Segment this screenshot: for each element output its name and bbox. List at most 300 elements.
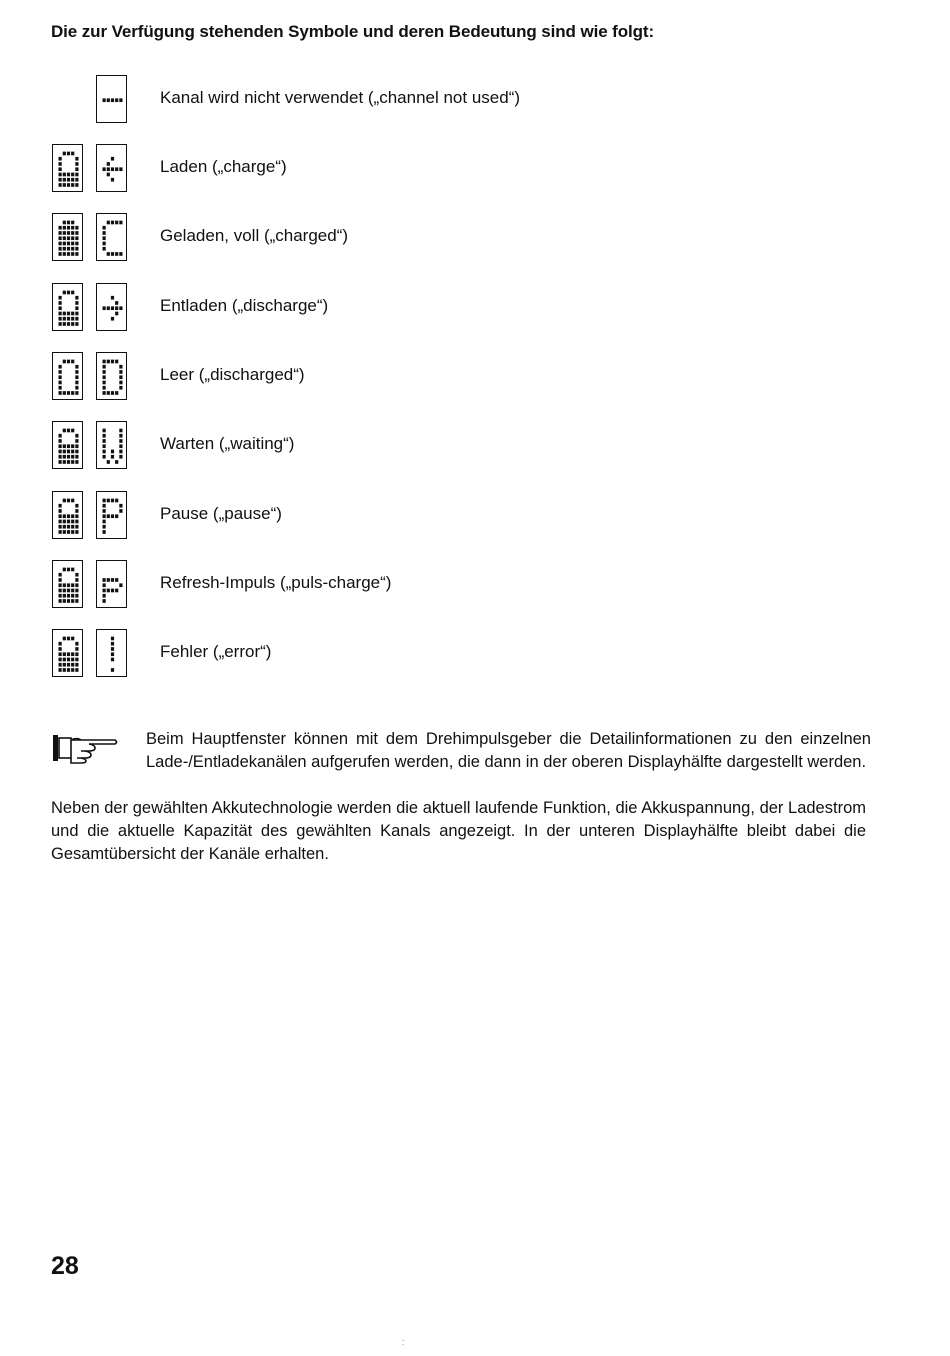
symbol-label: Laden („charge“) — [160, 157, 287, 176]
battery-dot — [67, 514, 70, 518]
battery-symbol-icon — [52, 352, 83, 400]
battery-dot — [63, 317, 66, 321]
footer-mark: : — [402, 1337, 405, 1347]
status-dot — [103, 578, 106, 582]
battery-dot — [75, 178, 78, 182]
battery-dot — [59, 236, 62, 240]
symbol-label: Pause („pause“) — [160, 504, 282, 523]
status-dot — [119, 370, 122, 374]
battery-dot — [71, 183, 74, 187]
status-dot — [103, 514, 106, 518]
battery-dot — [63, 637, 66, 641]
battery-dot — [75, 317, 78, 321]
battery-dot — [67, 499, 70, 503]
battery-dot — [59, 391, 62, 395]
status-dot — [103, 530, 106, 534]
status-dot — [115, 301, 118, 305]
status-dot — [107, 578, 110, 582]
battery-dot — [67, 178, 70, 182]
battery-dot — [67, 231, 70, 235]
status-symbol-icon — [96, 144, 127, 192]
battery-dot — [67, 360, 70, 364]
battery-dot — [63, 658, 66, 662]
status-dot — [103, 167, 106, 171]
battery-dot — [63, 429, 66, 433]
battery-dot — [63, 291, 66, 295]
battery-dot — [67, 455, 70, 459]
symbol-row — [0, 421, 950, 471]
status-dot — [115, 460, 118, 464]
battery-dot — [75, 530, 78, 534]
symbol-row — [0, 213, 950, 263]
battery-dot — [67, 317, 70, 321]
battery-dot — [63, 322, 66, 326]
battery-dot — [59, 381, 62, 385]
status-symbol-icon — [96, 352, 127, 400]
status-dot — [115, 312, 118, 316]
status-dot — [103, 381, 106, 385]
status-dot — [111, 178, 114, 182]
battery-dot — [63, 499, 66, 503]
status-dot — [103, 583, 106, 587]
battery-dot — [63, 178, 66, 182]
status-dot — [103, 365, 106, 369]
status-symbol-icon — [96, 491, 127, 539]
battery-dot — [71, 291, 74, 295]
status-dot — [115, 589, 118, 593]
battery-dot — [59, 226, 62, 230]
status-dot — [103, 236, 106, 240]
status-dot — [119, 98, 122, 102]
battery-dot — [67, 252, 70, 256]
battery-symbol-icon — [52, 283, 83, 331]
battery-dot — [67, 460, 70, 464]
battery-dot — [59, 439, 62, 443]
battery-dot — [67, 226, 70, 230]
status-dot — [119, 306, 122, 310]
status-dot — [111, 499, 114, 503]
symbol-label: Kanal wird nicht verwendet („channel not used“) — [160, 88, 521, 107]
status-dot — [111, 221, 114, 225]
battery-dot — [63, 444, 66, 448]
status-dot — [103, 306, 106, 310]
battery-dot — [75, 668, 78, 672]
status-dot — [107, 460, 110, 464]
battery-dot — [63, 668, 66, 672]
battery-dot — [71, 322, 74, 326]
status-dot — [103, 589, 106, 593]
status-dot — [115, 391, 118, 395]
battery-dot — [71, 247, 74, 251]
battery-symbol-icon — [52, 629, 83, 677]
battery-dot — [59, 583, 62, 587]
status-dot — [119, 583, 122, 587]
status-dot — [111, 578, 114, 582]
battery-dot — [59, 365, 62, 369]
status-dot — [103, 499, 106, 503]
status-dot — [103, 444, 106, 448]
status-dot — [119, 509, 122, 513]
battery-dot — [71, 668, 74, 672]
battery-dot — [59, 578, 62, 582]
status-dot — [115, 221, 118, 225]
battery-dot — [75, 663, 78, 667]
status-dot — [103, 434, 106, 438]
battery-dot — [67, 450, 70, 454]
battery-dot — [71, 317, 74, 321]
symbol-label: Entladen („discharge“) — [160, 296, 329, 315]
status-dot — [115, 98, 118, 102]
status-dot — [119, 434, 122, 438]
status-dot — [103, 509, 106, 513]
battery-dot — [59, 183, 62, 187]
battery-dot — [71, 520, 74, 524]
status-dot — [103, 226, 106, 230]
status-dot — [107, 514, 110, 518]
body-paragraph: Neben der gewählten Akkutechnologie werden die aktuell laufende Funktion, die Akkuspannung, der Ladestrom und die aktuelle Kapazität des gewählten Kanals angezeigt. In der unteren Displayhälfte bleibt dabei die Gesamtübersicht der Kanäle erhalten. — [51, 799, 866, 863]
symbol-label: Geladen, voll („charged“) — [160, 226, 349, 245]
battery-dot — [63, 594, 66, 598]
status-dot — [103, 525, 106, 529]
status-dot — [111, 637, 114, 641]
battery-dot — [63, 312, 66, 316]
battery-dot — [59, 306, 62, 310]
battery-dot — [71, 391, 74, 395]
status-dot — [107, 589, 110, 593]
battery-dot — [63, 252, 66, 256]
symbol-row — [0, 352, 950, 402]
symbol-row — [0, 283, 950, 333]
status-dot — [119, 386, 122, 390]
status-dot — [115, 360, 118, 364]
status-dot — [107, 252, 110, 256]
battery-dot — [75, 381, 78, 385]
status-dot — [107, 173, 110, 177]
battery-dot — [59, 647, 62, 651]
status-dot — [103, 599, 106, 603]
status-dot — [119, 375, 122, 379]
battery-dot — [67, 652, 70, 656]
battery-dot — [71, 583, 74, 587]
battery-dot — [59, 599, 62, 603]
status-dot — [111, 658, 114, 662]
battery-dot — [67, 444, 70, 448]
battery-dot — [59, 658, 62, 662]
battery-dot — [59, 573, 62, 577]
battery-dot — [75, 589, 78, 593]
battery-dot — [63, 236, 66, 240]
battery-dot — [67, 312, 70, 316]
battery-dot — [67, 599, 70, 603]
battery-dot — [63, 583, 66, 587]
status-dot — [119, 439, 122, 443]
status-dot — [107, 391, 110, 395]
battery-dot — [63, 530, 66, 534]
battery-dot — [71, 312, 74, 316]
battery-dot — [63, 391, 66, 395]
battery-dot — [63, 450, 66, 454]
battery-dot — [71, 444, 74, 448]
battery-dot — [59, 301, 62, 305]
battery-dot — [75, 460, 78, 464]
battery-dot — [59, 247, 62, 251]
battery-dot — [71, 594, 74, 598]
symbol-row — [0, 560, 950, 610]
status-dot — [103, 231, 106, 235]
battery-dot — [67, 183, 70, 187]
battery-dot — [75, 578, 78, 582]
battery-dot — [71, 173, 74, 177]
battery-dot — [75, 183, 78, 187]
status-dot — [111, 317, 114, 321]
battery-dot — [63, 460, 66, 464]
battery-dot — [71, 637, 74, 641]
battery-dot — [59, 322, 62, 326]
battery-dot — [67, 291, 70, 295]
battery-dot — [67, 663, 70, 667]
battery-dot — [59, 520, 62, 524]
status-dot — [107, 499, 110, 503]
status-symbol-icon — [96, 283, 127, 331]
battery-dot — [71, 652, 74, 656]
battery-symbol-icon — [52, 421, 83, 469]
battery-dot — [59, 589, 62, 593]
battery-dot — [71, 221, 74, 225]
status-dot — [111, 455, 114, 459]
status-dot — [111, 296, 114, 300]
battery-dot — [59, 460, 62, 464]
status-dot — [111, 514, 114, 518]
battery-dot — [63, 589, 66, 593]
battery-dot — [75, 573, 78, 577]
battery-dot — [75, 509, 78, 513]
battery-dot — [59, 252, 62, 256]
battery-dot — [67, 520, 70, 524]
battery-dot — [71, 589, 74, 593]
pointing-hand-icon — [51, 729, 119, 770]
status-dot — [119, 444, 122, 448]
battery-dot — [75, 455, 78, 459]
battery-dot — [59, 530, 62, 534]
battery-dot — [75, 434, 78, 438]
status-dot — [115, 252, 118, 256]
battery-dot — [75, 322, 78, 326]
battery-dot — [71, 599, 74, 603]
status-symbol-icon — [96, 560, 127, 608]
battery-dot — [59, 386, 62, 390]
battery-dot — [67, 525, 70, 529]
battery-dot — [71, 568, 74, 572]
status-dot — [115, 578, 118, 582]
status-dot — [111, 652, 114, 656]
battery-dot — [71, 360, 74, 364]
battery-dot — [59, 455, 62, 459]
status-dot — [103, 594, 106, 598]
battery-dot — [59, 312, 62, 316]
status-dot — [115, 306, 118, 310]
battery-dot — [75, 231, 78, 235]
battery-dot — [75, 306, 78, 310]
status-dot — [119, 381, 122, 385]
battery-dot — [75, 658, 78, 662]
battery-dot — [59, 594, 62, 598]
battery-dot — [75, 312, 78, 316]
battery-dot — [75, 247, 78, 251]
status-dot — [119, 252, 122, 256]
status-dot — [111, 98, 114, 102]
page-heading: Die zur Verfügung stehenden Symbole und deren Bedeutung sind wie folgt: — [51, 22, 655, 41]
status-dot — [107, 360, 110, 364]
battery-dot — [59, 663, 62, 667]
status-dot — [111, 252, 114, 256]
status-dot — [107, 221, 110, 225]
battery-dot — [63, 242, 66, 246]
battery-dot — [67, 242, 70, 246]
status-dot — [111, 157, 114, 161]
battery-dot — [59, 157, 62, 161]
status-symbol-icon — [96, 629, 127, 677]
battery-dot — [75, 583, 78, 587]
battery-dot — [71, 663, 74, 667]
battery-dot — [63, 455, 66, 459]
status-dot — [103, 455, 106, 459]
battery-dot — [75, 242, 78, 246]
battery-dot — [71, 252, 74, 256]
status-dot — [119, 455, 122, 459]
battery-dot — [75, 450, 78, 454]
battery-dot — [75, 599, 78, 603]
status-dot — [103, 520, 106, 524]
battery-dot — [63, 173, 66, 177]
status-dot — [119, 167, 122, 171]
status-dot — [119, 221, 122, 225]
battery-dot — [59, 317, 62, 321]
battery-dot — [71, 658, 74, 662]
battery-dot — [59, 370, 62, 374]
status-dot — [103, 360, 106, 364]
battery-dot — [71, 242, 74, 246]
symbol-row — [0, 144, 950, 194]
battery-dot — [75, 236, 78, 240]
battery-dot — [59, 296, 62, 300]
battery-dot — [63, 152, 66, 156]
battery-dot — [71, 429, 74, 433]
symbol-label: Fehler („error“) — [160, 642, 272, 661]
page-number: 28 — [51, 1252, 79, 1280]
battery-dot — [67, 152, 70, 156]
status-dot — [107, 306, 110, 310]
battery-dot — [75, 444, 78, 448]
battery-dot — [71, 530, 74, 534]
symbol-label: Refresh-Impuls („puls-charge“) — [160, 573, 392, 592]
status-dot — [111, 647, 114, 651]
battery-dot — [75, 439, 78, 443]
battery-dot — [63, 226, 66, 230]
battery-dot — [63, 183, 66, 187]
battery-dot — [67, 173, 70, 177]
battery-symbol-icon — [52, 144, 83, 192]
status-dot — [107, 167, 110, 171]
battery-dot — [59, 444, 62, 448]
battery-dot — [67, 221, 70, 225]
battery-dot — [59, 178, 62, 182]
battery-dot — [75, 642, 78, 646]
battery-dot — [63, 599, 66, 603]
battery-dot — [59, 242, 62, 246]
status-dot — [119, 504, 122, 508]
status-dot — [103, 247, 106, 251]
battery-dot — [71, 455, 74, 459]
battery-dot — [63, 360, 66, 364]
battery-dot — [63, 520, 66, 524]
battery-dot — [59, 173, 62, 177]
battery-dot — [67, 568, 70, 572]
status-dot — [111, 360, 114, 364]
battery-dot — [59, 509, 62, 513]
battery-dot — [71, 514, 74, 518]
battery-dot — [71, 460, 74, 464]
battery-dot — [59, 652, 62, 656]
battery-dot — [67, 236, 70, 240]
battery-dot — [75, 296, 78, 300]
battery-dot — [75, 226, 78, 230]
battery-dot — [71, 226, 74, 230]
status-dot — [111, 642, 114, 646]
battery-symbol-icon — [52, 491, 83, 539]
symbol-row — [0, 629, 950, 679]
battery-dot — [63, 231, 66, 235]
battery-dot — [75, 167, 78, 171]
battery-dot — [67, 247, 70, 251]
status-dot — [103, 370, 106, 374]
battery-dot — [59, 525, 62, 529]
battery-dot — [75, 365, 78, 369]
status-dot — [111, 450, 114, 454]
battery-dot — [63, 663, 66, 667]
symbol-row — [0, 491, 950, 541]
battery-symbol-icon — [52, 213, 83, 261]
battery-dot — [59, 375, 62, 379]
status-symbol-icon — [96, 421, 127, 469]
status-dot — [107, 98, 110, 102]
battery-dot — [59, 514, 62, 518]
battery-dot — [71, 236, 74, 240]
battery-dot — [75, 504, 78, 508]
battery-dot — [71, 178, 74, 182]
battery-dot — [75, 386, 78, 390]
status-dot — [103, 504, 106, 508]
status-dot — [103, 98, 106, 102]
battery-dot — [75, 520, 78, 524]
battery-dot — [75, 162, 78, 166]
status-symbol-icon — [96, 213, 127, 261]
status-dot — [111, 391, 114, 395]
status-dot — [103, 242, 106, 246]
battery-dot — [75, 514, 78, 518]
status-dot — [119, 365, 122, 369]
status-dot — [115, 514, 118, 518]
battery-dot — [75, 173, 78, 177]
battery-dot — [75, 301, 78, 305]
battery-dot — [59, 167, 62, 171]
battery-dot — [59, 642, 62, 646]
status-dot — [103, 386, 106, 390]
battery-dot — [75, 647, 78, 651]
battery-dot — [59, 231, 62, 235]
battery-dot — [71, 499, 74, 503]
battery-dot — [59, 450, 62, 454]
battery-dot — [75, 157, 78, 161]
